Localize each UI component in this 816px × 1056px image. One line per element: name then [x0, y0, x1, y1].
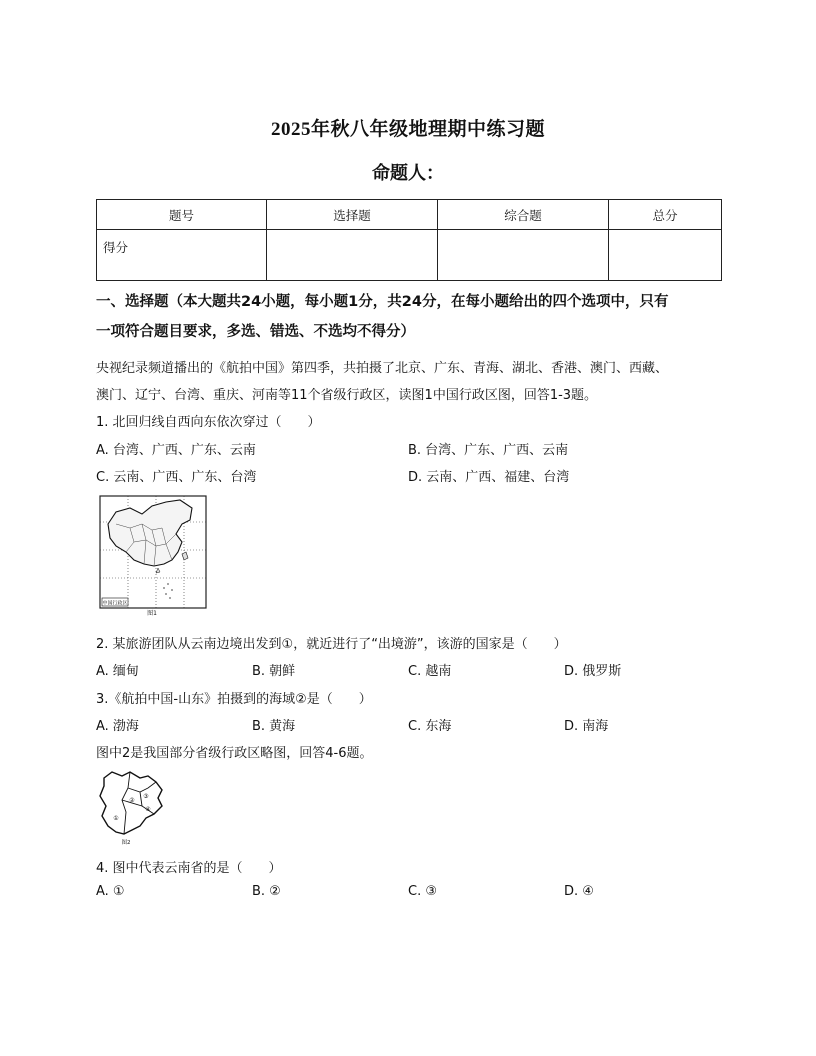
q1-option-c: C. 云南、广西、广东、台湾	[96, 470, 257, 485]
map1-legend-label: 中国行政区	[102, 600, 128, 607]
figure2-label-2: ②	[129, 797, 135, 804]
q2-option-d: D. 俄罗斯	[564, 664, 622, 679]
figure2-caption: 图2	[121, 840, 131, 846]
q4-option-a: A. ①	[96, 884, 125, 899]
score-header-choice: 选择题	[267, 200, 438, 230]
q3-option-b: B. 黄海	[252, 719, 296, 734]
intro-line1: 央视纪录频道播出的《航拍中国》第四季，共拍摄了北京、广东、青海、湖北、香港、澳门、西藏、	[96, 361, 669, 376]
q4-option-c: C. ③	[408, 884, 437, 899]
figure2-label-3: ③	[143, 793, 149, 800]
figure1-caption: 图1	[147, 610, 157, 616]
province-map-figure	[96, 768, 168, 846]
q3-option-d: D. 南海	[564, 719, 609, 734]
q3-option-a: A. 渤海	[96, 719, 139, 734]
q4-option-d: D. ④	[564, 884, 594, 899]
section-heading-line2: 一项符合题目要求，多选、错选、不选均不得分）	[96, 324, 415, 340]
intro-line2: 澳门、辽宁、台湾、重庆、河南等11个省级行政区，读图1中国行政区图，回答1-3题。	[96, 388, 598, 403]
score-header-comprehensive: 综合题	[438, 200, 609, 230]
q2-option-a: A. 缅甸	[96, 664, 139, 679]
q2-option-c: C. 越南	[408, 664, 452, 679]
figure2-intro: 图中2是我国部分省级行政区略图，回答4-6题。	[96, 746, 373, 761]
question-1-stem: 1. 北回归线自西向东依次穿过（ ）	[96, 415, 321, 430]
score-table-row	[97, 230, 722, 281]
q4-option-b: B. ②	[252, 884, 281, 899]
score-table	[96, 199, 722, 281]
figure2-label-4: ④	[145, 806, 151, 813]
q1-option-d: D. 云南、广西、福建、台湾	[408, 470, 570, 485]
q2-option-b: B. 朝鲜	[252, 664, 296, 679]
question-4-stem: 4. 图中代表云南省的是（ ）	[96, 861, 282, 876]
china-map-figure	[96, 494, 208, 616]
score-cell-comprehensive	[438, 230, 609, 281]
score-header-number: 题号	[97, 200, 267, 230]
q1-option-a: A. 台湾、广西、广东、云南	[96, 443, 256, 458]
q3-option-c: C. 东海	[408, 719, 452, 734]
score-table-header-row	[97, 200, 722, 230]
question-3-stem: 3.《航拍中国-山东》拍摄到的海域②是（ ）	[96, 692, 372, 707]
page-title: 2025年秋八年级地理期中练习题	[270, 119, 545, 140]
section-heading-line1: 一、选择题（本大题共24小题，每小题1分，共24分，在每小题给出的四个选项中，只有	[96, 294, 669, 310]
question-2-stem: 2. 某旅游团队从云南边境出发到①，就近进行了“出境游”，该游的国家是（ ）	[96, 637, 567, 652]
score-header-total: 总分	[609, 200, 722, 230]
author-line: 命题人：	[372, 163, 444, 184]
figure2-label-1: ①	[113, 815, 119, 822]
score-row-label: 得分	[97, 230, 267, 281]
score-cell-choice	[267, 230, 438, 281]
q1-option-b: B. 台湾、广东、广西、云南	[408, 443, 569, 458]
score-cell-total	[609, 230, 722, 281]
